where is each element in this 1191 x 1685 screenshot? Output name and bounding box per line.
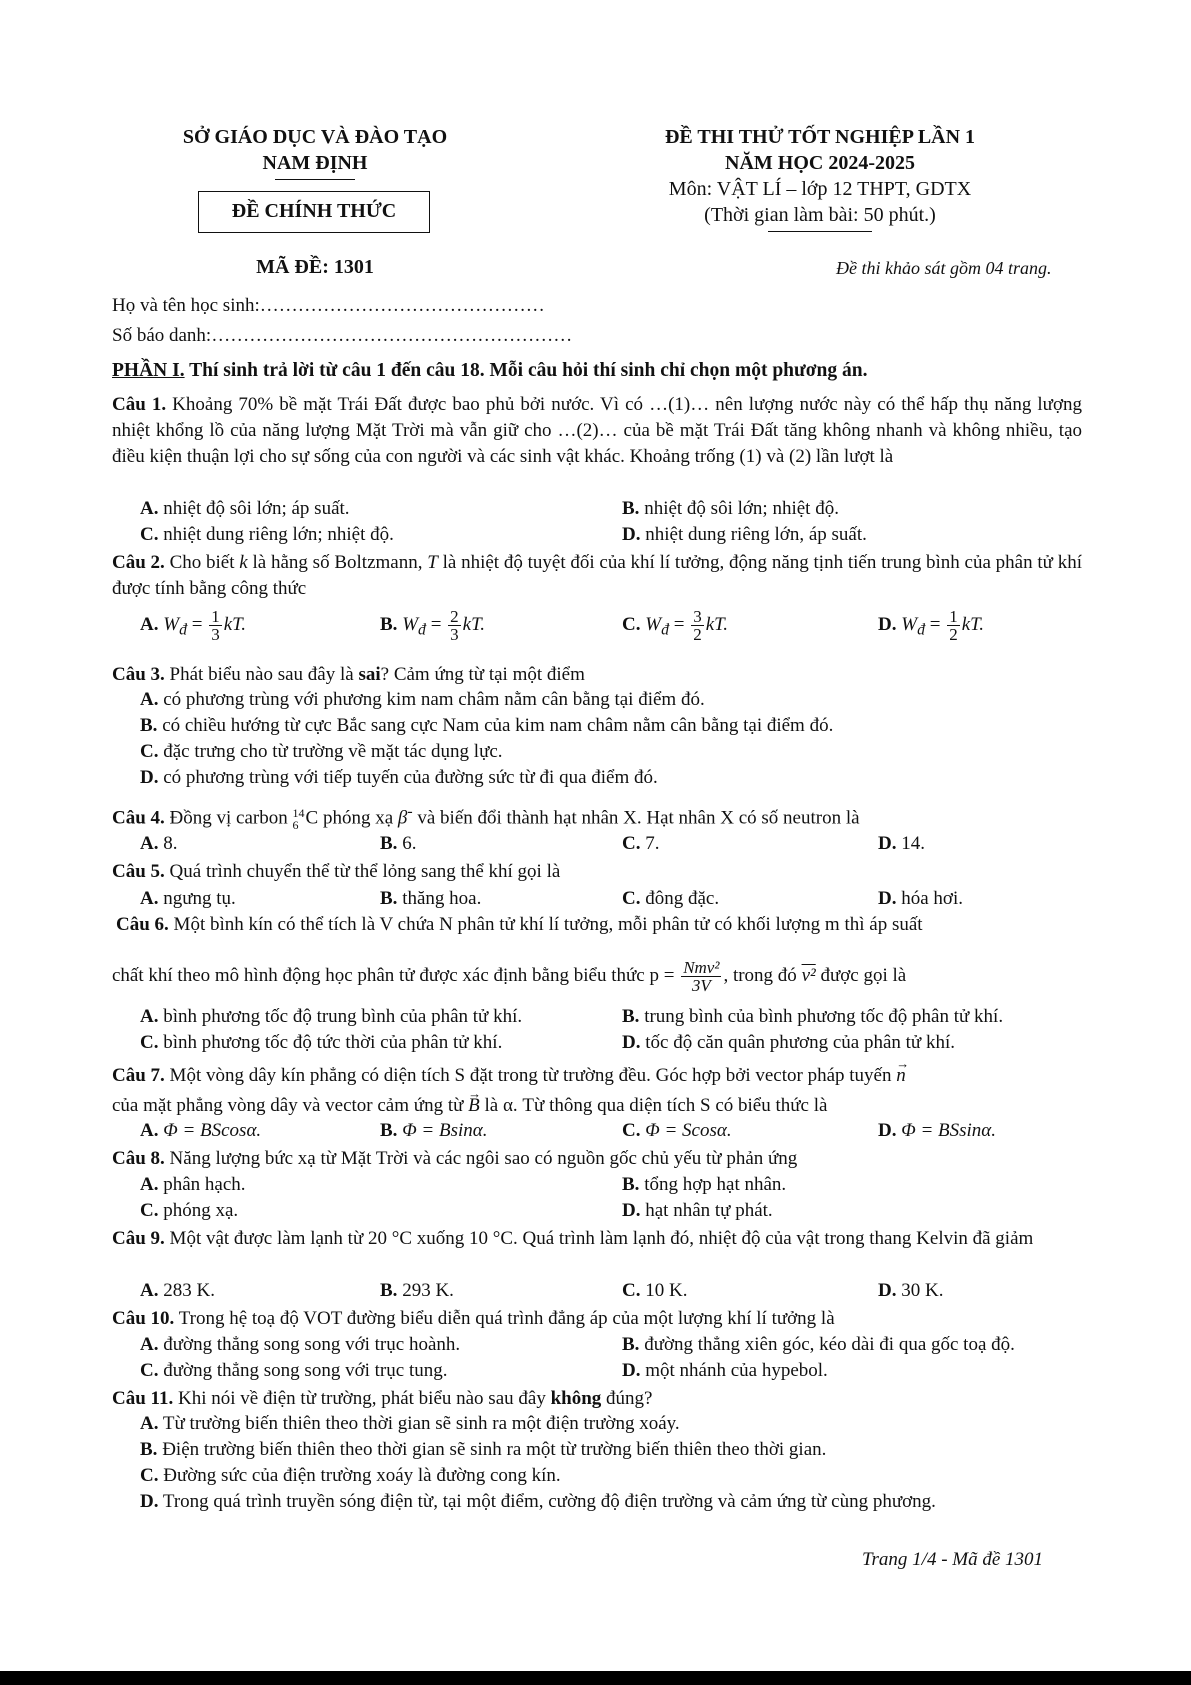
page-footer: Trang 1/4 - Mã đề 1301 [862,1549,1044,1570]
official-label: ĐỀ CHÍNH THỨC [231,200,397,222]
question-11: Câu 11. Khi nói về điện từ trường, phát biểu nào sau đây không đúng? [112,1388,653,1409]
province-name: NAM ĐỊNH [262,152,368,174]
q5-option-d[interactable]: D. hóa hơi. [878,888,963,909]
q7-option-b[interactable]: B. Φ = Bsinα. [380,1120,488,1141]
section-title: PHẦN I. [112,360,185,381]
school-year: NĂM HỌC 2024-2025 [725,152,915,174]
q2-b-fraction: $\frac{2}{3}$ [450,607,459,644]
q4-option-d[interactable]: D. 14. [878,833,925,854]
q5-option-c[interactable]: C. đông đặc. [622,888,720,909]
question-7: Câu 7. Một vòng dây kín phẳng có diện tích S đặt trong từ trường đều. Góc hợp bởi vector pháp tuyến → n [112,1064,906,1088]
q6-option-b[interactable]: B. trung bình của bình phương tốc độ phân tử khí. [622,1006,1004,1027]
question-8: Câu 8. Năng lượng bức xạ từ Mặt Trời và các ngôi sao có nguồn gốc chủ yếu từ phản ứng [112,1148,798,1169]
q5-option-a[interactable]: A. ngưng tụ. [140,888,236,909]
q7-option-c[interactable]: C. Φ = Scosα. [622,1120,732,1141]
carbon-isotope-notation: 14 6 [292,805,305,832]
q11-option-d[interactable]: D. Trong quá trình truyền sóng điện từ, tại một điểm, cường độ điện trường và cảm ứng từ cùng phương. [140,1491,936,1512]
q6-option-a[interactable]: A. bình phương tốc độ trung bình của phân tử khí. [140,1006,523,1027]
q5-option-b[interactable]: B. thăng hoa. [380,888,482,909]
duration-underline [768,231,872,232]
q6-option-c[interactable]: C. bình phương tốc độ tức thời của phân tử khí. [140,1032,503,1053]
q10-option-d[interactable]: D. một nhánh của hypebol. [622,1360,828,1381]
question-7-line2: của mặt phẳng vòng dây và vector cảm ứng từ → B là α. Từ thông qua diện tích S có biểu thức là [112,1094,827,1118]
q2-option-b[interactable]: B. $W_đ$ = $\frac{2}{3}$ kT. [380,607,485,644]
question-6-formula-line: chất khí theo mô hình động học phân tử được xác định bằng biểu thức p = $\frac{\text{Nmv²}}{3V}$ , trong đó v² được gọi là [112,958,907,996]
subject-line: Môn: VẬT LÍ – lớp 12 THPT, GDTX [668,178,972,200]
q8-option-c[interactable]: C. phóng xạ. [140,1200,239,1221]
q1-option-d[interactable]: D. nhiệt dung riêng lớn, áp suất. [622,524,867,545]
q2-a-fraction: $\frac{1}{3}$ [211,607,220,644]
q6-option-d[interactable]: D. tốc độ căn quân phương của phân tử khí. [622,1032,955,1053]
q3-option-b[interactable]: B. có chiều hướng từ cực Bắc sang cực Nam của kim nam châm nằm cân bằng tại điểm đó. [140,715,834,736]
q10-option-b[interactable]: B. đường thẳng xiên góc, kéo dài đi qua gốc toạ độ. [622,1334,1015,1355]
q9-option-c[interactable]: C. 10 K. [622,1280,688,1301]
q2-option-d[interactable]: D. $W_đ$ = $\frac{1}{2}$ kT. [878,607,985,644]
q11-option-c[interactable]: C. Đường sức của điện trường xoáy là đường cong kín. [140,1465,561,1486]
q4-option-b[interactable]: B. 6. [380,833,417,854]
question-6: Câu 6. Một bình kín có thể tích là V chứa N phân tử khí lí tưởng, mỗi phân tử có khối lượng m thì áp suất [116,914,923,935]
q3-option-c[interactable]: C. đặc trưng cho từ trường về mặt tác dụng lực. [140,741,503,762]
q8-option-d[interactable]: D. hạt nhân tự phát. [622,1200,773,1221]
q8-option-b[interactable]: B. tổng hợp hạt nhân. [622,1174,787,1195]
q1-option-a[interactable]: A. nhiệt độ sôi lớn; áp suất. [140,498,350,519]
question-4: Câu 4. Đồng vị carbon 14 6 C phóng xạ β- và biến đổi thành hạt nhân X. Hạt nhân X có số neutron là [112,803,860,832]
q3-option-d[interactable]: D. có phương trùng với tiếp tuyến của đường sức từ đi qua điểm đó. [140,767,658,788]
student-name-field: Họ và tên học sinh:……………………………………… [112,295,545,316]
q3-option-a[interactable]: A. có phương trùng với phương kim nam châm nằm cân bằng tại điểm đó. [140,689,705,710]
q10-option-a[interactable]: A. đường thẳng song song với trục hoành. [140,1334,461,1355]
scan-bottom-edge [0,1671,1191,1685]
mean-square-speed-symbol: v² [801,965,816,986]
q7-option-a[interactable]: A. Φ = BScosα. [140,1120,262,1141]
question-10: Câu 10. Trong hệ toạ độ VOT đường biểu diễn quá trình đẳng áp của một lượng khí lí tưởng là [112,1308,835,1329]
exam-code: MÃ ĐỀ: 1301 [256,256,374,278]
q11-option-b[interactable]: B. Điện trường biến thiên theo thời gian sẽ sinh ra một từ trường biến thiên theo thời gian. [140,1439,827,1460]
department-name: SỞ GIÁO DỤC VÀ ĐÀO TẠO [182,126,448,148]
normal-vector-symbol: → n [896,1064,906,1088]
pressure-formula: $\frac{\text{Nmv²}}{3V}$ [683,958,720,996]
q4-option-a[interactable]: A. 8. [140,833,178,854]
q9-option-a[interactable]: A. 283 K. [140,1280,215,1301]
q1-option-c[interactable]: C. nhiệt dung riêng lớn; nhiệt độ. [140,524,394,545]
q2-option-a[interactable]: A. $W_đ$ = $\frac{1}{3}$ kT. [140,607,247,644]
section-instruction: Thí sinh trả lời từ câu 1 đến câu 18. Mỗi câu hỏi thí sinh chỉ chọn một phương án. [184,360,868,381]
q7-option-d[interactable]: D. Φ = BSsinα. [878,1120,997,1141]
q2-d-fraction: $\frac{1}{2}$ [949,607,958,644]
q4-option-c[interactable]: C. 7. [622,833,660,854]
student-id-field: Số báo danh:………………………………………………… [112,325,573,346]
q1-number: Câu 1. [112,394,167,415]
q10-option-c[interactable]: C. đường thẳng song song với trục tung. [140,1360,448,1381]
q8-option-a[interactable]: A. phân hạch. [140,1174,246,1195]
question-5: Câu 5. Quá trình chuyển thể từ thể lỏng sang thể khí gọi là [112,861,561,882]
magnetic-field-vector-symbol: → B [468,1094,480,1118]
q9-option-b[interactable]: B. 293 K. [380,1280,454,1301]
q1-option-b[interactable]: B. nhiệt độ sôi lớn; nhiệt độ. [622,498,839,519]
exam-title: ĐỀ THI THỬ TỐT NGHIỆP LẦN 1 [664,126,976,148]
q9-option-d[interactable]: D. 30 K. [878,1280,944,1301]
duration-line: (Thời gian làm bài: 50 phút.) [704,204,936,226]
question-3: Câu 3. Phát biểu nào sau đây là sai? Cảm ứng từ tại một điểm [112,664,585,685]
province-underline [275,179,355,180]
question-2: Câu 2. Cho biết k là hằng số Boltzmann, T là nhiệt độ tuyệt đối của khí lí tưởng, động năng tịnh tiến trung bình của phân tử khí được tính bằng công thức [112,552,1082,599]
q2-c-fraction: $\frac{3}{2}$ [693,607,702,644]
q1-text: Khoảng 70% bề mặt Trái Đất được bao phủ bởi nước. Vì có …(1)… nên lượng nước này có thể hấp thụ năng lượng nhiệt khổng lồ của năng lượng Mặt Trời mà vẫn giữ cho …(2)… của bề mặt Trái Đất tăng không nhanh và không nhiều, tạo điều kiện thuận lợi cho sự sống của con người và các sinh vật khác. Khoảng trống (1) và (2) lần lượt là [112,394,1082,467]
q2-option-c[interactable]: C. $W_đ$ = $\frac{3}{2}$ kT. [622,607,729,644]
question-9: Câu 9. Một vật được làm lạnh từ 20 °C xuống 10 °C. Quá trình làm lạnh đó, nhiệt độ của vật trong thang Kelvin đã giảm [112,1228,1034,1249]
page-count-note: Đề thi khảo sát gồm 04 trang. [836,258,1052,278]
question-1 [112,392,1082,470]
section-heading [112,359,867,383]
q11-option-a[interactable]: A. Từ trường biến thiên theo thời gian sẽ sinh ra một điện trường xoáy. [140,1413,680,1434]
